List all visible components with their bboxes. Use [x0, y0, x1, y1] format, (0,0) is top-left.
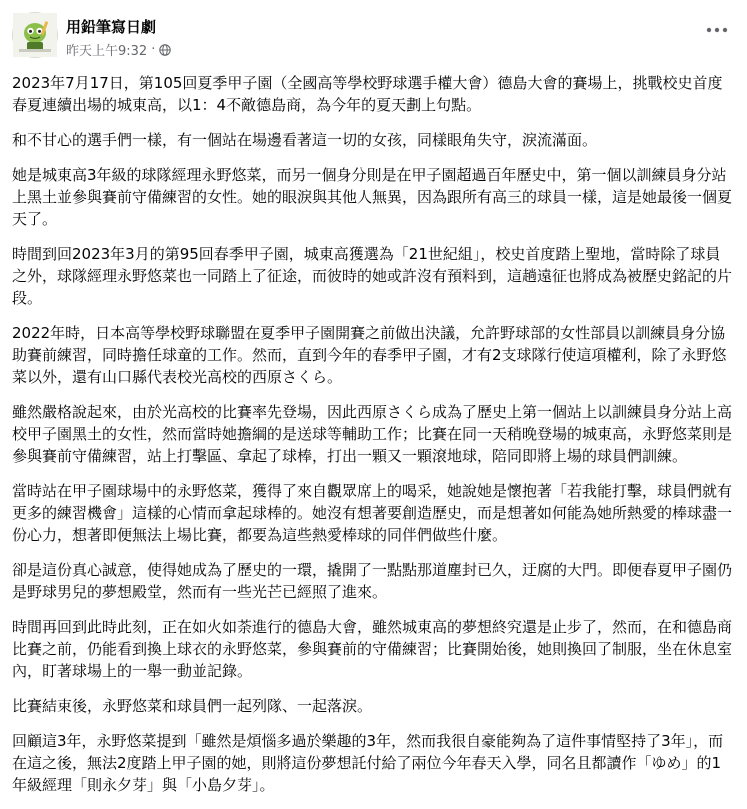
post-timestamp[interactable]: 昨天上午9:32: [66, 44, 148, 59]
meta-separator: ·: [151, 42, 156, 57]
post-paragraph: 時間再回到此時此刻，正在如火如荼進行的德島大會，雖然城東高的夢想終究還是止步了，然而，在和德島商比賽之前，仍能看到換上球衣的永野悠菜，參與賽前的守備練習；比賽開始後，她則換回了制服，坐在休息室內，盯著球場上的一舉一動並記錄。: [12, 618, 733, 680]
post-paragraph: 時間到回2023年3月的第95回春季甲子園，城東高獲選為「21世紀組」，校史首度踏上聖地，當時除了球員之外，球隊經理永野悠菜也一同踏上了征途，而彼時的她或許沒有預料到，這趟遠征也將成為被歷史銘記的片段。: [12, 245, 733, 307]
globe-icon[interactable]: [159, 44, 171, 56]
post-paragraph: 2022年時，日本高等學校野球聯盟在夏季甲子園開賽之前做出決議，允許野球部的女性部員以訓練員身分協助賽前練習，同時擔任球童的工作。然而，直到今年的春季甲子園，才有2支球隊行使這項權利，除了永野悠菜以外，還有山口縣代表校光高校的西原さくら。: [12, 324, 727, 386]
post-paragraph: 比賽結束後，永野悠菜和球員們一起列隊、一起落淚。: [12, 697, 373, 715]
post-paragraph: 當時站在甲子園球場中的永野悠菜，獲得了來自觀眾席上的喝采，她說她是懷抱著「若我能打擊，球員們就有更多的練習機會」這樣的心情而拿起球棒的。她沒有想著要創造歷史，而是想著如何能為她所熱愛的棒球盡一份心力，想著即便無法上場比賽，都要為這些熱愛棒球的同伴們做些什麼。: [12, 482, 733, 544]
post-paragraph: 雖然嚴格說起來，由於光高校的比賽率先登場，因此西原さくら成為了歷史上第一個站上以訓練員身分站上高校甲子園黑土的女性，然而當時她擔綱的是送球等輔助工作；比賽在同一天稍晚登場的城東高，永野悠菜則是參與賽前守備練習，站上打擊區、拿起了球棒，打出一顆又一顆滾地球，陪同即將上場的球員們訓練。: [12, 403, 733, 465]
post-paragraph: 回顧這3年，永野悠菜提到「雖然是煩惱多過於樂趣的3年，然而我很自豪能夠為了這件事情堅持了3年」，而在這之後，無法2度踏上甲子園的她，則將這份夢想託付給了兩位今年春天入學，同名且都讀作「ゆめ」的1年級經理「則永夕芽」與「小島夕芽」。: [12, 732, 724, 794]
post-paragraph: 2023年7月17日，第105回夏季甲子園（全國高等學校野球選手權大會）德島大會的賽場上，挑戰校史首度春夏連續出場的城東高，以1：4不敵德島商，為今年的夏天劃上句點。: [12, 74, 723, 114]
post-header: [12, 12, 735, 62]
post-author[interactable]: 用鉛筆寫日劇: [66, 18, 157, 36]
more-options-button[interactable]: [699, 16, 735, 44]
pencil-mascot-avatar-icon: [13, 13, 57, 57]
post-body: [12, 72, 735, 809]
post-paragraph: 卻是這份真心誠意，使得她成為了歷史的一環，撬開了一點點那道塵封已久，迂腐的大門。即便春夏甲子園仍是野球男兒的夢想殿堂，然而有一些光芒已經照了進來。: [12, 561, 733, 601]
more-options-icon: [706, 27, 728, 33]
post-paragraph: 和不甘心的選手們一樣，有一個站在場邊看著這一切的女孩，同樣眼角失守，淚流滿面。: [12, 131, 598, 149]
avatar[interactable]: [12, 12, 58, 58]
post-paragraph: 她是城東高3年級的球隊經理永野悠菜，而另一個身分則是在甲子園超過百年歷史中，第一個以訓練員身分站上黑土並參與賽前守備練習的女性。她的眼淚與其他人無異，因為跟所有高三的球員一樣，這是她最後一個夏天了。: [12, 166, 733, 228]
post-meta: [66, 40, 171, 59]
